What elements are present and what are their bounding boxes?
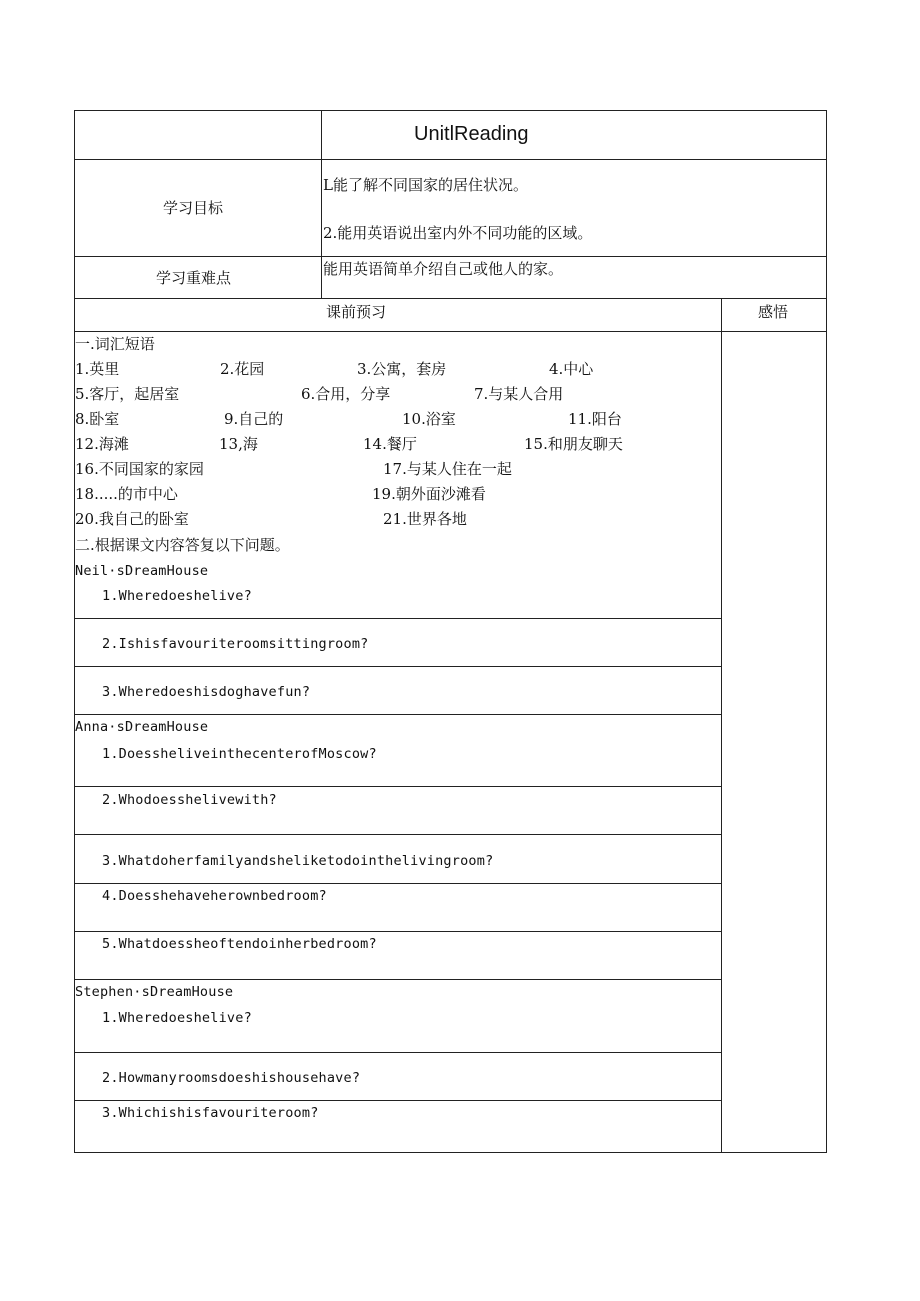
vocab-item: 19.朝外面沙滩看 bbox=[372, 485, 486, 503]
column-divider bbox=[721, 298, 722, 1153]
preview-label: 课前预习 bbox=[326, 303, 387, 321]
section-title-stephen: Stephen·sDreamHouse bbox=[75, 984, 234, 1000]
question: 3.Wheredoeshisdoghavefun? bbox=[102, 684, 311, 700]
vocab-item: 21.世界各地 bbox=[383, 510, 467, 528]
vocab-item: 4.中心 bbox=[549, 360, 594, 378]
page-title: UnitlReading bbox=[414, 123, 529, 145]
answer-row-divider bbox=[74, 979, 722, 980]
vocab-item: 6.合用，分享 bbox=[301, 385, 391, 403]
question: 5.Whatdoessheoftendoinherbedroom? bbox=[102, 936, 377, 952]
question: 3.Whichishisfavouriteroom? bbox=[102, 1105, 319, 1121]
goal-item-2: 2.能用英语说出室内外不同功能的区域。 bbox=[323, 224, 593, 242]
answer-row-divider bbox=[74, 618, 722, 619]
answer-row-divider bbox=[74, 666, 722, 667]
answer-row-divider bbox=[74, 834, 722, 835]
vocab-item: 18.....的市中心 bbox=[75, 485, 178, 503]
row-divider bbox=[74, 159, 827, 160]
row-divider bbox=[74, 256, 827, 257]
question: 2.Howmanyroomsdoeshishousehave? bbox=[102, 1070, 361, 1086]
section-title-neil: Neil·sDreamHouse bbox=[75, 563, 209, 579]
question: 3.Whatdoherfamilyandsheliketodointhelivingroom? bbox=[102, 853, 494, 869]
vocab-item: 20.我自己的卧室 bbox=[75, 510, 189, 528]
vocab-item: 5.客厅，起居室 bbox=[75, 385, 180, 403]
answer-row-divider bbox=[74, 714, 722, 715]
column-divider bbox=[321, 110, 322, 298]
answer-row-divider bbox=[74, 1052, 722, 1053]
vocab-item: 7.与某人合用 bbox=[474, 385, 564, 403]
vocab-item: 11.阳台 bbox=[568, 410, 622, 428]
vocab-item: 8.卧室 bbox=[75, 410, 120, 428]
questions-heading: 二.根据课文内容答复以下问题。 bbox=[75, 536, 290, 554]
answer-row-divider bbox=[74, 1100, 722, 1101]
answer-row-divider bbox=[74, 786, 722, 787]
answer-row-divider bbox=[74, 883, 722, 884]
vocab-item: 9.自己的 bbox=[224, 410, 284, 428]
question: 1.DoessheliveinthecenterofMoscow? bbox=[102, 746, 377, 762]
difficulty-text: 能用英语简单介绍自己或他人的家。 bbox=[323, 260, 564, 278]
vocab-item: 13,海 bbox=[219, 435, 258, 453]
vocab-item: 3.公寓，套房 bbox=[357, 360, 447, 378]
vocab-item: 16.不同国家的家园 bbox=[75, 460, 204, 478]
vocab-item: 2.花园 bbox=[220, 360, 265, 378]
section-title-anna: Anna·sDreamHouse bbox=[75, 719, 209, 735]
vocab-heading: 一.词汇短语 bbox=[75, 335, 155, 353]
row-divider bbox=[74, 298, 827, 299]
question: 1.Wheredoeshelive? bbox=[102, 1010, 252, 1026]
question: 1.Wheredoeshelive? bbox=[102, 588, 252, 604]
question: 2.Whodoesshelivewith? bbox=[102, 792, 277, 808]
vocab-item: 17.与某人住在一起 bbox=[383, 460, 512, 478]
answer-row-divider bbox=[74, 931, 722, 932]
vocab-item: 10.浴室 bbox=[402, 410, 456, 428]
vocab-item: 15.和朋友聊天 bbox=[524, 435, 623, 453]
row-divider bbox=[74, 331, 827, 332]
vocab-item: 12.海滩 bbox=[75, 435, 129, 453]
question: 4.Doesshehaveherownbedroom? bbox=[102, 888, 327, 904]
goals-label: 学习目标 bbox=[163, 199, 224, 217]
vocab-item: 1.英里 bbox=[75, 360, 120, 378]
vocab-item: 14.餐厅 bbox=[363, 435, 417, 453]
reflection-label: 感悟 bbox=[758, 303, 789, 321]
goal-item-1: L能了解不同国家的居住状况。 bbox=[323, 176, 528, 194]
difficulty-label: 学习重难点 bbox=[156, 269, 232, 287]
question: 2.Ishisfavouriteroomsittingroom? bbox=[102, 636, 369, 652]
